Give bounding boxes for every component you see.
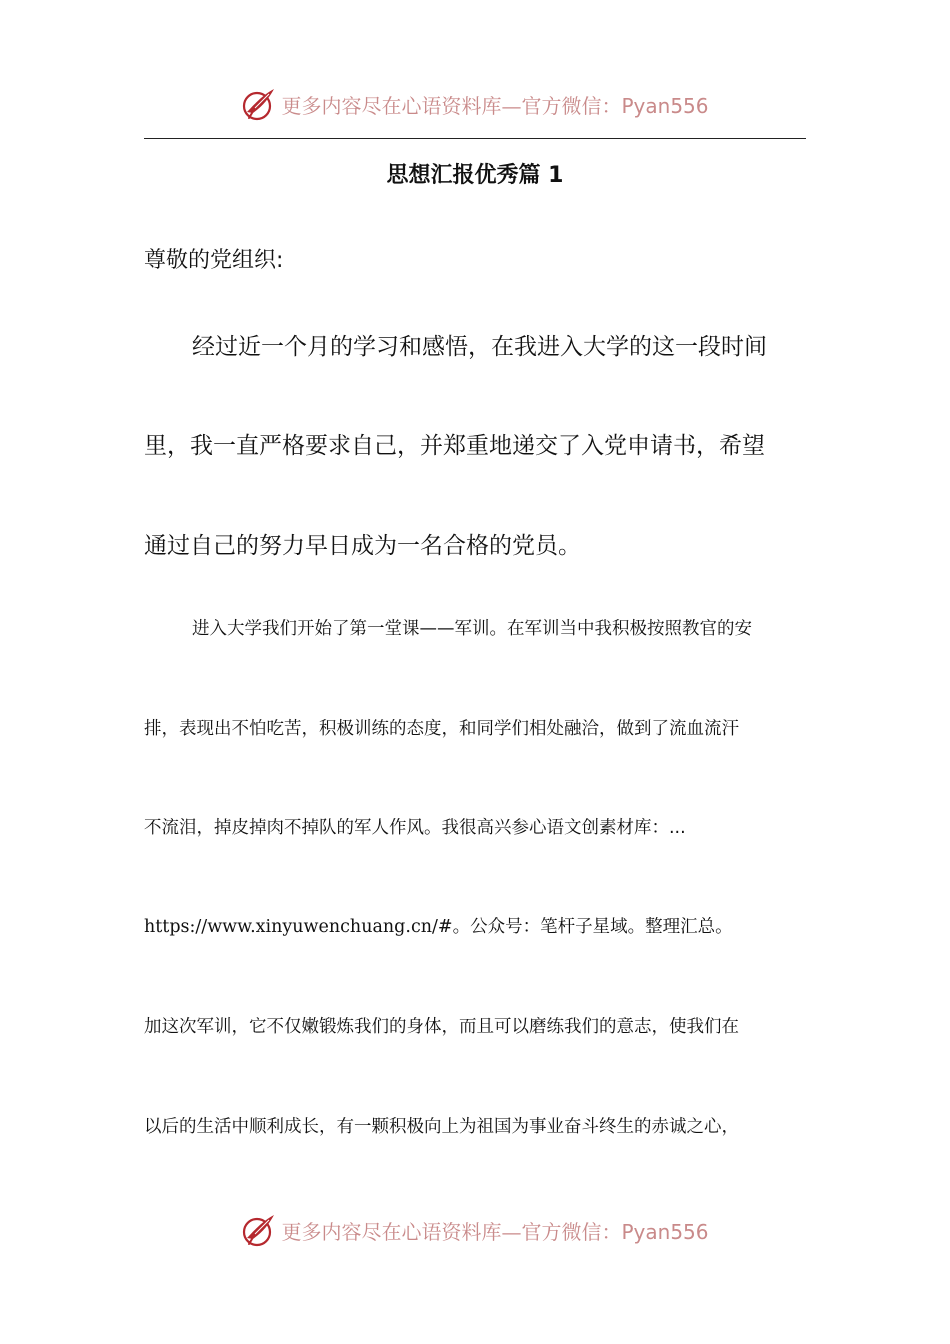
- salutation: 尊敬的党组织:: [144, 248, 284, 273]
- quill-logo-icon: [241, 1212, 277, 1248]
- url-line: [144, 913, 733, 938]
- source-url[interactable]: https://www.xinyuwenchuang.cn/#: [144, 917, 453, 937]
- paragraph2-line-1: 进入大学我们开始了第一堂课——军训。在军训当中我积极按照教官的安: [192, 619, 752, 639]
- document-title: 思想汇报优秀篇 1: [386, 163, 564, 188]
- paragraph2-line-3: 不流泪，掉皮掉肉不掉队的军人作风。我很高兴参心语文创素材库：...: [144, 818, 686, 838]
- url-line-suffix: 。公众号：笔杆子星域。整理汇总。: [452, 917, 733, 937]
- footer-banner-text: [281, 1216, 708, 1245]
- header-banner-text: [281, 90, 708, 119]
- paragraph1-line-1: 经过近一个月的学习和感悟，在我进入大学的这一段时间: [192, 334, 767, 360]
- header-wechat-id: Pyan556: [621, 93, 709, 118]
- quill-logo-icon: [241, 86, 277, 122]
- paragraph2-line-2: 排，表现出不怕吃苦，积极训练的态度，和同学们相处融洽，做到了流血流汗: [144, 719, 739, 739]
- header-banner: [0, 82, 950, 126]
- paragraph2-line-4: 加这次军训，它不仅嫩锻炼我们的身体，而且可以磨练我们的意志，使我们在: [144, 1017, 739, 1037]
- paragraph2-line-5: 以后的生活中顺利成长，有一颗积极向上为祖国为事业奋斗终生的赤诚之心，: [144, 1117, 739, 1137]
- header-banner-label: 更多内容尽在心语资料库—官方微信：: [281, 93, 622, 118]
- header-divider: [144, 138, 806, 139]
- footer-banner-label: 更多内容尽在心语资料库—官方微信：: [281, 1219, 622, 1244]
- footer-wechat-id: Pyan556: [621, 1219, 709, 1244]
- footer-banner: [0, 1208, 950, 1252]
- paragraph1-line-3: 通过自己的努力早日成为一名合格的党员。: [144, 533, 581, 559]
- paragraph1-line-2: 里，我一直严格要求自己，并郑重地递交了入党申请书，希望: [144, 433, 765, 459]
